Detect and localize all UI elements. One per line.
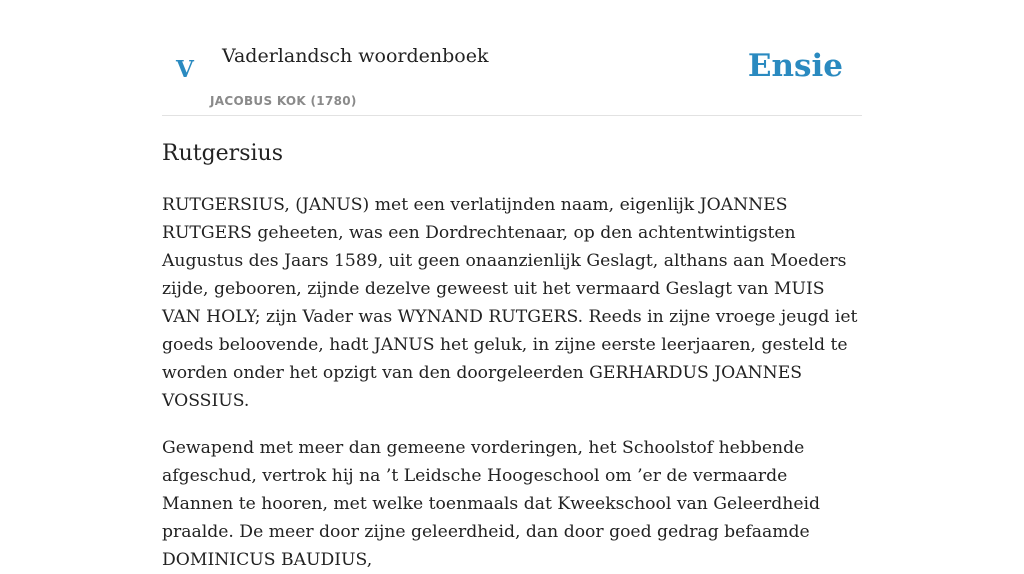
article-paragraph: Gewapend met meer dan gemeene vorderingen, het Schoolstof hebbende afgeschud, vertrok hij na ’t Leidsche Hoogeschool om ’er de vermaarde Mannen te hooren, met welke toenmaals dat Kweekschool van Geleerdheid praalde. De meer door zijne geleerdheid, dan door goed gedrag befaamde DOMINICUS BAUDIUS, [162, 438, 821, 570]
book-title-link[interactable]: Vaderlandsch woordenboek [222, 45, 489, 67]
book-letter-link[interactable]: V [176, 56, 194, 83]
article-title: Rutgersius [162, 141, 283, 166]
book-author: JACOBUS KOK (1780) [210, 94, 357, 108]
article-paragraph: RUTGERSIUS, (JANUS) met een verlatijnden naam, eigenlijk JOANNES RUTGERS geheeten, was een Dordrechtenaar, op den achtentwintigsten Augustus des Jaars 1589, uit geen onaanzienlijk Geslagt, althans aan Moeders zijde, gebooren, zijnde dezelve geweest uit het vermaard Geslagt van MUIS VAN HOLY; zijn Vader was WYNAND RUTGERS. Reeds in zijne vroege jeugd iet goeds beloovende, hadt JANUS het geluk, in zijne eerste leerjaaren, gesteld te worden onder het opzigt van den doorgeleerden GERHARDUS JOANNES VOSSIUS. [162, 195, 858, 411]
article [162, 138, 862, 574]
book-header [162, 0, 862, 116]
ensie-logo-link[interactable]: Ensie [747, 48, 843, 84]
